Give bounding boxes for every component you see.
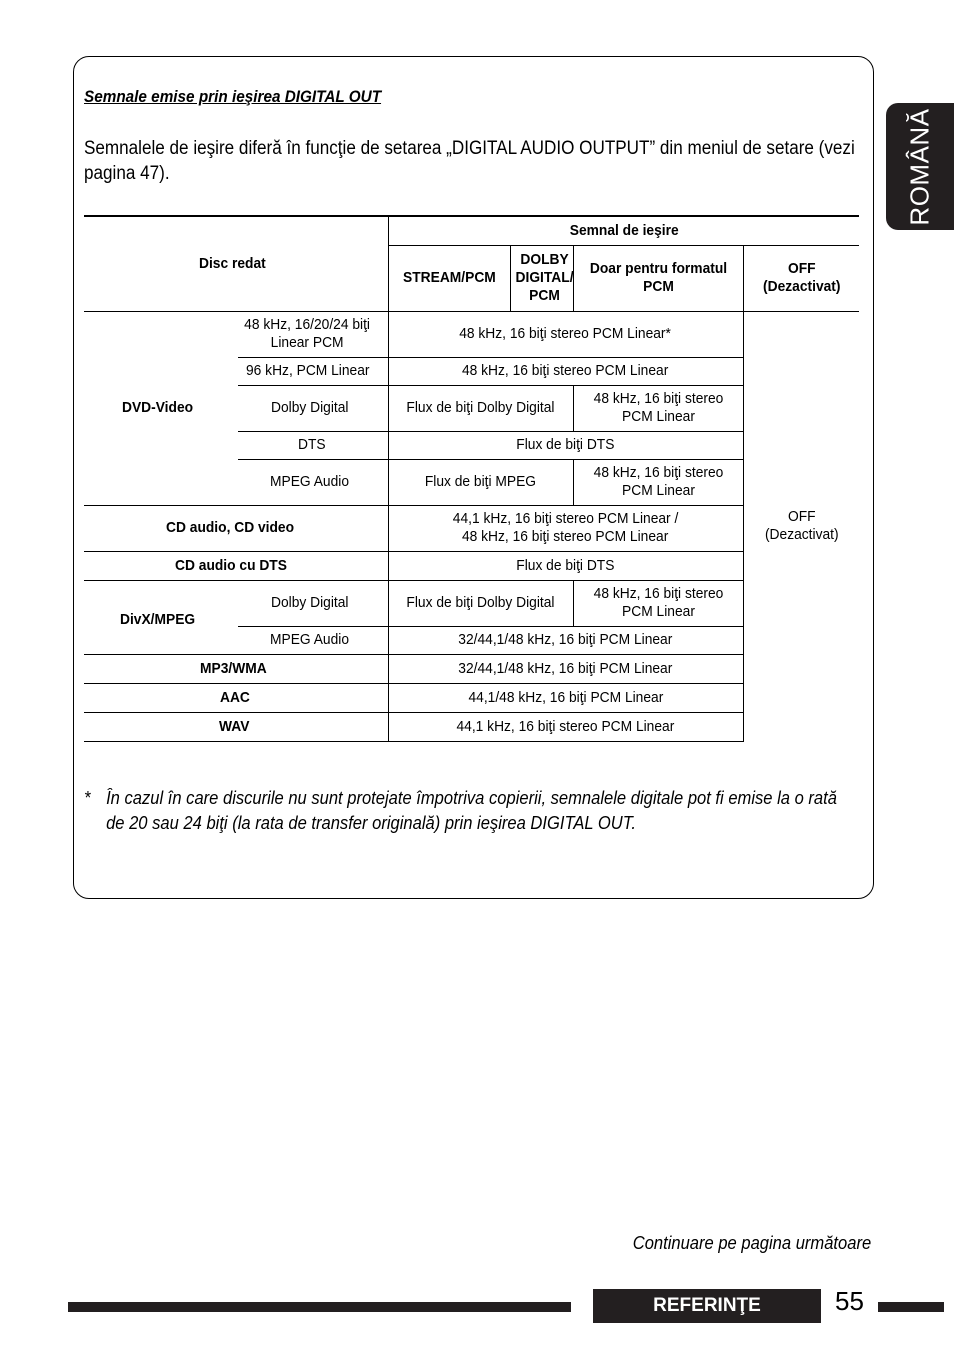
- footnote-mark: *: [84, 788, 91, 808]
- intro-paragraph: Semnalele de ieşire diferă în funcţie de setarea „DIGITAL AUDIO OUTPUT” din meniul de setare (vezi pagina 47).: [84, 138, 855, 184]
- page-number: 55: [835, 1286, 864, 1316]
- disc-cd-audio-video: CD audio, CD video: [84, 505, 388, 551]
- header-off: OFF (Dezactivat): [743, 245, 859, 311]
- signal-cell: 48 kHz, 16 biţi stereo PCM Linear: [573, 385, 743, 431]
- format-cell: 96 kHz, PCM Linear: [238, 357, 388, 385]
- footnote-text: În cazul în care discurile nu sunt protejate împotriva copierii, semnalele digitale pot fi emise la o rată de 20 sau 24 biţi (la rata de transfer originală) prin ieşirea DIGITAL OUT.: [106, 788, 837, 833]
- footer-bar-left: [68, 1302, 571, 1312]
- continue-note: Continuare pe pagina următoare: [632, 1233, 871, 1253]
- language-tab: [886, 103, 954, 230]
- signal-cell: 44,1/48 kHz, 16 biţi PCM Linear: [388, 683, 743, 712]
- section-title: Semnale emise prin ieşirea DIGITAL OUT: [84, 87, 382, 106]
- signal-cell: 44,1 kHz, 16 biţi stereo PCM Linear: [388, 712, 743, 741]
- format-cell: MPEG Audio: [238, 626, 388, 654]
- signal-cell: Flux de biţi DTS: [388, 431, 743, 459]
- signal-cell: Flux de biţi Dolby Digital: [388, 385, 573, 431]
- footnote: [84, 786, 848, 836]
- header-stream-pcm: STREAM/PCM: [388, 245, 510, 311]
- signal-cell: 48 kHz, 16 biţi stereo PCM Linear*: [388, 311, 743, 357]
- header-pcm-only: Doar pentru formatul PCM: [573, 245, 743, 311]
- signal-cell: 48 kHz, 16 biţi stereo PCM Linear: [388, 357, 743, 385]
- disc-cd-dts: CD audio cu DTS: [84, 551, 388, 580]
- header-output-signal: Semnal de ieşire: [388, 216, 859, 245]
- disc-wav: WAV: [84, 712, 388, 741]
- format-cell: DTS: [238, 431, 388, 459]
- format-cell: MPEG Audio: [238, 459, 388, 505]
- disc-aac: AAC: [84, 683, 388, 712]
- signal-cell: 32/44,1/48 kHz, 16 biţi PCM Linear: [388, 626, 743, 654]
- footer-bar-right: [878, 1302, 944, 1312]
- header-disc: Disc redat: [84, 216, 388, 311]
- disc-mp3-wma: MP3/WMA: [84, 654, 388, 683]
- format-cell: Dolby Digital: [238, 385, 388, 431]
- format-cell: Dolby Digital: [238, 580, 388, 626]
- signal-cell: Flux de biţi DTS: [388, 551, 743, 580]
- disc-dvd-video: DVD-Video: [84, 311, 238, 505]
- disc-divx-mpeg: DivX/MPEG: [84, 580, 238, 654]
- signal-cell: 48 kHz, 16 biţi stereo PCM Linear: [573, 459, 743, 505]
- digital-out-table: [84, 215, 859, 742]
- signal-cell: Flux de biţi Dolby Digital: [388, 580, 573, 626]
- signal-cell: 48 kHz, 16 biţi stereo PCM Linear: [573, 580, 743, 626]
- off-cell: OFF (Dezactivat): [743, 311, 859, 741]
- header-dolby-digital-pcm: DOLBY DIGITAL/ PCM: [510, 245, 573, 311]
- signal-cell: 32/44,1/48 kHz, 16 biţi PCM Linear: [388, 654, 743, 683]
- language-label: ROMÂNĂ: [904, 107, 935, 226]
- signal-cell: 44,1 kHz, 16 biţi stereo PCM Linear / 48 kHz, 16 biţi stereo PCM Linear: [388, 505, 743, 551]
- section-tab: REFERINŢE: [593, 1289, 821, 1323]
- signal-cell: Flux de biţi MPEG: [388, 459, 573, 505]
- format-cell: 48 kHz, 16/20/24 biţi Linear PCM: [238, 311, 388, 357]
